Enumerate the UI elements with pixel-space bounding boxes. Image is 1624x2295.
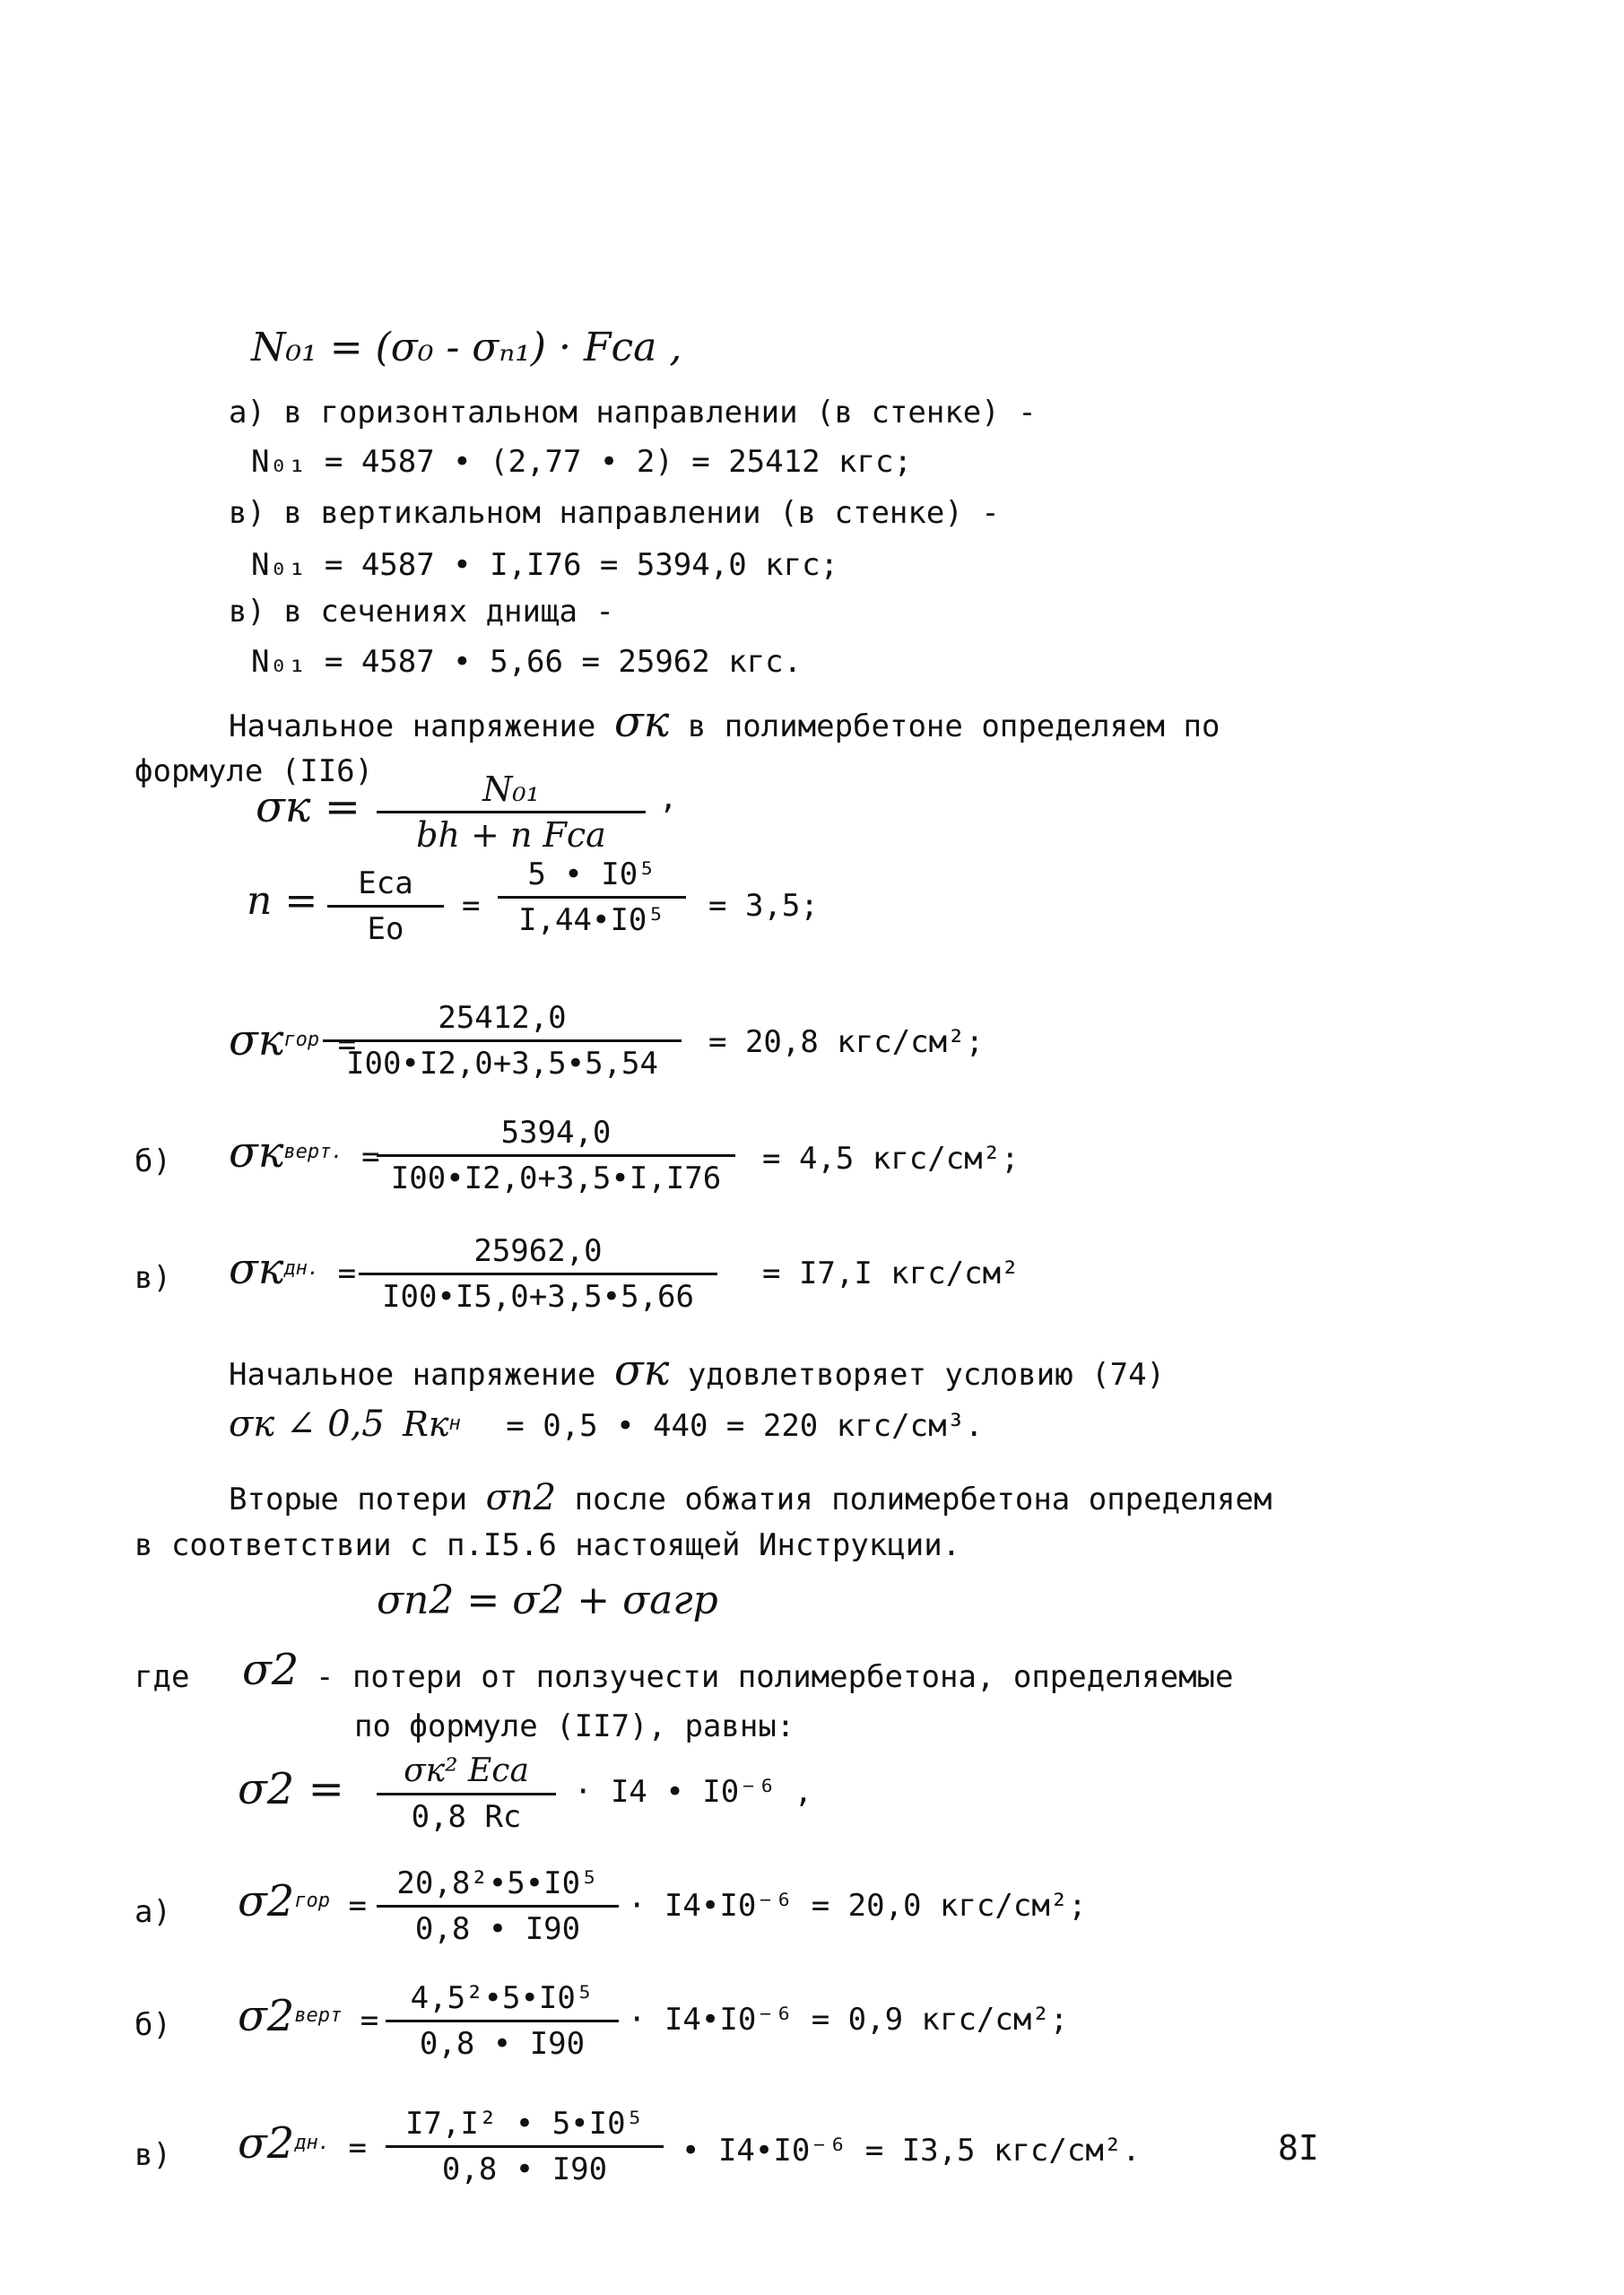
n-fraction-2-den: I,44•I0⁵ — [518, 902, 665, 938]
n-formula-eq: = — [462, 888, 481, 924]
s2-vert-eq: = — [360, 2003, 379, 2039]
para2-text-a: Начальное напряжение — [229, 1357, 596, 1393]
fraction-bar — [323, 1039, 682, 1042]
n-fraction-2 — [498, 856, 686, 938]
s2-fraction — [377, 1753, 556, 1835]
sigma-k-denominator: bh + n Fca — [416, 815, 606, 855]
n-formula-result: = 3,5; — [708, 888, 819, 924]
s2-den: 0,8 Rc — [411, 1799, 522, 1835]
item-c-label: в) в сечениях днища - — [229, 594, 614, 630]
sp2-formula: σп2 = σ2 + σагр — [377, 1578, 718, 1623]
sk-dn-fraction — [359, 1233, 717, 1315]
where-word: где — [135, 1659, 190, 1695]
s2-gor-eq: = — [348, 1888, 368, 1924]
para1-line1 — [229, 697, 1220, 747]
item-a-label: а) в горизонтальном направлении (в стенке) - — [229, 395, 1037, 430]
condition-lhs: σк ∠ 0,5 — [229, 1404, 385, 1445]
s2-formula-tail: · I4 • I0⁻⁶ , — [574, 1774, 813, 1810]
s2-dn-fraction — [386, 2106, 664, 2187]
sk-dn-label: в) — [135, 1260, 171, 1296]
item-b-label: в) в вертикальном направлении (в стенке) - — [229, 495, 1000, 531]
sigma-k-fraction — [377, 771, 646, 853]
s2-gor-fraction — [377, 1865, 619, 1947]
para1-text-a: Начальное напряжение — [229, 708, 596, 744]
para3-line1 — [229, 1477, 1272, 1518]
sk-dn-sup: дн. — [283, 1257, 320, 1280]
fraction-bar — [377, 811, 646, 813]
sk-gor-sigma: σк — [229, 1015, 284, 1065]
sigma-k-symbol: σк — [613, 697, 670, 747]
where-line2: по формуле (II7), равны: — [354, 1708, 795, 1744]
sk-dn-result: = I7,I кгс/см² — [762, 1256, 1020, 1291]
n-fraction-1 — [327, 865, 444, 947]
fraction-bar — [498, 896, 686, 899]
sk-dn-sigma: σк — [229, 1244, 284, 1294]
para1-line2: формуле (II6) — [135, 753, 374, 789]
sigma-k-symbol: σк — [613, 1345, 670, 1395]
s2-gor-den: 0,8 • I90 — [414, 1911, 581, 1947]
sk-gor-fraction — [323, 1000, 682, 1082]
para2-line — [229, 1345, 1166, 1395]
sk-dn-den: I00•I5,0+3,5•5,66 — [382, 1279, 694, 1315]
s2-gor-symbol — [238, 1876, 368, 1926]
sigma-k-formula-lhs: σк = — [256, 782, 360, 832]
sk-vert-symbol — [229, 1127, 380, 1178]
sk-dn-num: 25962,0 — [473, 1233, 603, 1269]
s2-gor-num: 20,8²•5•I0⁵ — [396, 1865, 599, 1901]
s2-dn-den: 0,8 • I90 — [441, 2152, 608, 2187]
page-number: 8I — [1278, 2128, 1319, 2168]
fraction-bar — [377, 1905, 619, 1908]
s2-vert-fraction — [386, 1980, 619, 2062]
sk-vert-label: б) — [135, 1143, 171, 1179]
sigma-2-symbol: σ2 — [242, 1645, 300, 1695]
sigma-k-numerator: N₀₁ — [482, 769, 540, 809]
fraction-bar — [386, 2145, 664, 2148]
sk-vert-eq: = — [361, 1139, 380, 1175]
para1-text-b: в полимербетоне определяем по — [687, 708, 1220, 744]
fraction-bar — [386, 2020, 619, 2022]
n-formula-lhs: n = — [247, 878, 318, 924]
condition-rk-sup: н — [448, 1413, 461, 1435]
n-fraction-2-num: 5 • I0⁵ — [527, 856, 656, 892]
sk-dn-eq: = — [337, 1256, 357, 1291]
s2-dn-sigma: σ2 — [238, 2118, 295, 2169]
s2-num: σк² Eca — [404, 1752, 529, 1789]
s2-gor-sigma: σ2 — [238, 1876, 295, 1926]
s2-gor-result: · I4•I0⁻⁶ = 20,0 кгс/см²; — [628, 1888, 1087, 1924]
s2-gor-sup: гор — [294, 1890, 331, 1912]
s2-gor-label: а) — [135, 1894, 171, 1930]
n01-general-formula: N₀₁ = (σ₀ - σₙ₁) · Fca , — [251, 325, 682, 370]
s2-dn-eq: = — [348, 2130, 368, 2166]
sk-gor-num: 25412,0 — [438, 1000, 567, 1036]
sk-gor-den: I00•I2,0+3,5•5,54 — [346, 1046, 658, 1082]
sk-vert-fraction — [377, 1115, 735, 1196]
sk-vert-sigma: σк — [229, 1127, 284, 1178]
sigma-k-formula-tail: , — [659, 780, 678, 816]
s2-vert-sup: верт — [294, 2004, 343, 2027]
sk-dn-symbol — [229, 1244, 357, 1294]
fraction-bar — [327, 905, 444, 908]
para3-text-b: после обжатия полимербетона определяем — [574, 1482, 1272, 1517]
item-a-equation: N₀₁ = 4587 • (2,77 • 2) = 25412 кгс; — [251, 444, 912, 480]
s2-formula-lhs: σ2 = — [238, 1764, 344, 1814]
condition-rk: Rк — [403, 1404, 449, 1444]
sk-gor-result: = 20,8 кгс/см²; — [708, 1024, 985, 1060]
sk-vert-result: = 4,5 кгс/см²; — [762, 1141, 1020, 1177]
condition-rhs: = 0,5 • 440 = 220 кгс/см³. — [506, 1408, 984, 1444]
fraction-bar — [359, 1273, 717, 1275]
n-fraction-1-num: Eca — [358, 865, 413, 901]
s2-vert-symbol — [238, 1991, 379, 2041]
sk-vert-num: 5394,0 — [500, 1115, 612, 1151]
item-b-equation: N₀₁ = 4587 • I,I76 = 5394,0 кгс; — [251, 547, 839, 583]
sk-vert-sup: верт. — [283, 1141, 343, 1163]
item-c-equation: N₀₁ = 4587 • 5,66 = 25962 кгс. — [251, 644, 803, 680]
where-line1: - потери от ползучести полимербетона, определяемые — [316, 1659, 1234, 1695]
s2-vert-result: · I4•I0⁻⁶ = 0,9 кгс/см²; — [628, 2002, 1069, 2038]
para2-text-b: удовлетворяет условию (74) — [687, 1357, 1166, 1393]
fraction-bar — [377, 1154, 735, 1157]
fraction-bar — [377, 1793, 556, 1795]
s2-vert-label: б) — [135, 2007, 171, 2043]
s2-dn-sup: дн. — [294, 2132, 331, 2154]
s2-dn-num: I7,I² • 5•I0⁵ — [404, 2106, 645, 2142]
condition-line — [229, 1406, 984, 1444]
sk-gor-sup: гор — [283, 1029, 320, 1051]
s2-vert-num: 4,5²•5•I0⁵ — [410, 1980, 595, 2016]
sk-gor-eq: = — [337, 1027, 357, 1063]
s2-vert-sigma: σ2 — [238, 1991, 295, 2041]
s2-vert-den: 0,8 • I90 — [419, 2026, 586, 2062]
s2-dn-result: • I4•I0⁻⁶ = I3,5 кгс/см². — [682, 2133, 1141, 2169]
para3-text-a: Вторые потери — [229, 1482, 468, 1517]
s2-dn-symbol — [238, 2118, 368, 2169]
s2-dn-label: в) — [135, 2137, 171, 2173]
para3-line2: в соответствии с п.I5.6 настоящей Инструкции. — [135, 1527, 961, 1563]
n-fraction-1-den: Eo — [367, 911, 404, 947]
sigma-p2-symbol: σп2 — [485, 1477, 557, 1518]
sk-vert-den: I00•I2,0+3,5•I,I76 — [390, 1161, 722, 1196]
